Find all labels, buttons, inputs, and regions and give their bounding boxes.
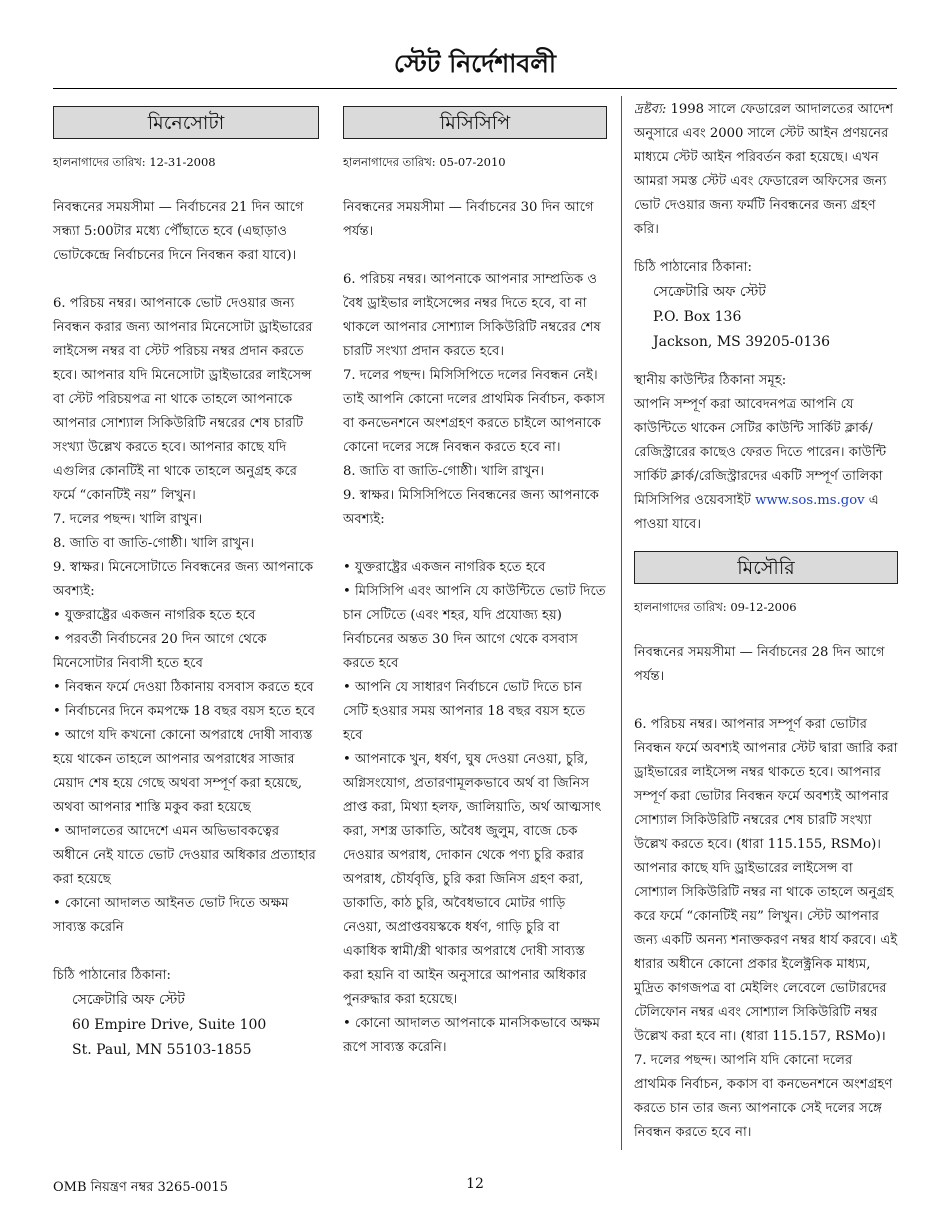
federal-court-note xyxy=(634,98,898,242)
title-rule xyxy=(53,88,897,89)
county-addresses-label: স্থানীয় কাউন্টির ঠিকানা সমূহ: xyxy=(634,373,787,388)
list-item: • আদালতের আদেশে এমন অভিভাবকত্বের অধীনে নেই যাতে ভোট দেওয়ার অধিকার প্রত্যাহার করা হয়েছে xyxy=(53,820,319,892)
state-header-missouri: মিসৌরি xyxy=(634,551,898,584)
id-number-instructions: 6. পরিচয় নম্বর। আপনার সম্পূর্ণ করা ভোটার নিবন্ধন ফর্মে অবশ্যই আপনার স্টেট দ্বারা জারি করা ড্রাইভারের লাইসেন্স নম্বর থাকতে হবে। আপনার সম্পূর্ণ করা ভোটার নিবন্ধন ফর্মে অবশ্যই আপনার সোশ্যাল সিকিউরিটি নম্বরের শেষ চারটি সংখ্যা উল্লেখ করতে হবে। (ধারা 115.155, RSMo)। আপনার কাছে যদি ড্রাইভারের লাইসেন্স বা সোশ্যাল সিকিউরিটি নম্বর না থাকে তাহলে অনুগ্রহ করে ফর্মে “কোনটিই নয়” লিখুন। স্টেট আপনার জন্য একটি অনন্য শনাক্তকরণ নম্বর ধার্য করবে। এই ধারার অধীনে কোনো প্রকার ইলেক্ট্রনিক মাধ্যম, মুদ্রিত কাগজপত্র বা মেইলিং লেবেলে ভোটারদের টেলিফোন নম্বর এবং সোশ্যাল সিকিউরিটি নম্বর উল্লেখ করা হবে না। (ধারা 115.157, RSMo)। xyxy=(634,717,898,1044)
updated-date: হালনাগাদের তারিখ: 05-07-2010 xyxy=(343,155,506,169)
omb-control-number: OMB নিয়ন্ত্রণ নম্বর 3265-0015 xyxy=(53,1180,229,1195)
column-divider xyxy=(621,96,622,1150)
party-choice: 7. দলের পছন্দ। মিসিসিপিতে দলের নিবন্ধন নেই। তাই আপনি কোনো দলের প্রাথমিক নির্বাচন, ককাস বা কনভেনশনে অংশগ্রহণ করতে চাইলে আপনাকে কোনো দলের সঙ্গে নিবন্ধন করতে হবে না। xyxy=(343,368,605,455)
list-item: • আপনাকে খুন, ধর্ষণ, ঘুষ দেওয়া নেওয়া, চুরি, অগ্নিসংযোগ, প্রতারণামূলকভাবে অর্থ বা জিনিস প্রাপ্ত করা, মিথ্যা হলফ, জালিয়াতি, অর্থ আত্মসাৎ করা, সশস্ত্র ডাকাতি, অবৈধ জুলুম, বাজে চেক দেওয়ার অপরাধ, দোকান থেকে পণ্য চুরি করার অপরাধ, চৌর্যবৃত্তি, চুরি করা জিনিস গ্রহণ করা, ডাকাতি, কাঠ চুরি, অবৈধভাবে মোটর গাড়ি নেওয়া, অপ্রাপ্তবয়স্ককে ধর্ষণ, গাড়ি চুরি বা একাধিক স্বামী/স্ত্রী থাকার অপরাধে দোষী সাব্যস্ত করা হয়নি বা আইন অনুসারে আপনার অধিকার পুনরুদ্ধার করা হয়েছে। xyxy=(343,748,607,1012)
mailing-address-label: চিঠি পাঠানোর ঠিকানা: xyxy=(53,968,172,983)
party-choice: 7. দলের পছন্দ। আপনি যদি কোনো দলের প্রাথমিক নির্বাচন, ককাস বা কনভেনশনে অংশগ্রহণ করতে চান তার জন্য আপনাকে সেই দলের সঙ্গে নিবন্ধন করতে হবে না। xyxy=(634,1053,893,1140)
county-addresses-text xyxy=(634,393,898,537)
address-line: সেক্রেটারি অফ স্টেট xyxy=(653,284,766,300)
race-ethnicity: 8. জাতি বা জাতি-গোষ্ঠী। খালি রাখুন। xyxy=(343,464,545,479)
list-item: • কোনো আদালত আইনত ভোট দিতে অক্ষম সাব্যস্ত করেনি xyxy=(53,892,319,940)
updated-date: হালনাগাদের তারিখ: 09-12-2006 xyxy=(634,600,797,614)
page-number: 12 xyxy=(466,1176,484,1192)
registration-deadline: নিবন্ধনের সময়সীমা — নির্বাচনের 30 দিন আগে পর্যন্ত। xyxy=(343,200,594,239)
page-title: স্টেট নির্দেশাবলী xyxy=(393,49,557,78)
note-text: 1998 সালে ফেডারেল আদালতের আদেশ অনুসারে এবং 2000 সালে স্টেট আইন প্রণয়নের মাধ্যমে স্টেট আইন পরিবর্তন করা হয়েছে। এখন আমরা সমস্ত স্টেট এবং ফেডারেল অফিসের জন্য ভোট দেওয়ার জন্য ফর্মটি নিবন্ধনের জন্য গ্রহণ করি। xyxy=(634,102,894,237)
party-choice: 7. দলের পছন্দ। খালি রাখুন। xyxy=(53,512,203,527)
list-item: • যুক্তরাষ্ট্রের একজন নাগরিক হতে হবে xyxy=(343,556,607,580)
list-item: • নিবন্ধন ফর্মে দেওয়া ঠিকানায় বসবাস করতে হবে xyxy=(53,676,319,700)
list-item: • কোনো আদালত আপনাকে মানসিকভাবে অক্ষম রূপে সাব্যস্ত করেনি। xyxy=(343,1012,607,1060)
list-item: • নির্বাচনের দিনে কমপক্ষে 18 বছর বয়স হতে হবে xyxy=(53,700,319,724)
state-header-minnesota: মিনেসোটা xyxy=(53,106,319,139)
eligibility-list xyxy=(343,556,607,1060)
note-label: দ্রষ্টব্য: xyxy=(634,102,667,117)
address-line: 60 Empire Drive, Suite 100 xyxy=(72,1017,267,1033)
updated-date: হালনাগাদের তারিখ: 12-31-2008 xyxy=(53,155,216,169)
column-mississippi xyxy=(343,98,607,1060)
state-header-mississippi: মিসিসিপি xyxy=(343,106,607,139)
sos-website-link[interactable]: www.sos.ms.gov xyxy=(755,493,865,508)
eligibility-list xyxy=(53,604,319,940)
list-item: • আগে যদি কখনো কোনো অপরাধে দোষী সাব্যস্ত হয়ে থাকেন তাহলে আপনার অপরাধের সাজার মেয়াদ শেষ হয়ে গেছে অথবা সম্পূর্ণ করা হয়েছে, অথবা আপনার শাস্তি মকুব করা হয়েছে xyxy=(53,724,319,820)
list-item: • মিসিসিপি এবং আপনি যে কাউন্টিতে ভোট দিতে চান সেটিতে (এবং শহর, যদি প্রযোজ্য হয়) নির্বাচনের অন্তত 30 দিন আগে থেকে বসবাস করতে হবে xyxy=(343,580,607,676)
address-line: P.O. Box 136 xyxy=(653,309,742,325)
address-line: সেক্রেটারি অফ স্টেট xyxy=(72,992,185,1008)
list-item: • আপনি যে সাধারণ নির্বাচনে ভোট দিতে চান সেটি হওয়ার সময় আপনার 18 বছর বয়স হতে হবে xyxy=(343,676,607,748)
registration-deadline: নিবন্ধনের সময়সীমা — নির্বাচনের 28 দিন আগে পর্যন্ত। xyxy=(634,645,885,684)
race-ethnicity: 8. জাতি বা জাতি-গোষ্ঠী। খালি রাখুন। xyxy=(53,536,255,551)
column-minnesota xyxy=(53,98,319,1063)
id-number-instructions: 6. পরিচয় নম্বর। আপনাকে আপনার সাম্প্রতিক ও বৈধ ড্রাইভার লাইসেন্সের নম্বর দিতে হবে, বা না থাকলে আপনার সোশ্যাল সিকিউরিটি নম্বরের শেষ চারটি সংখ্যা প্রদান করতে হবে। xyxy=(343,272,601,359)
column-missouri xyxy=(634,98,898,1145)
address-line: Jackson, MS 39205-0136 xyxy=(653,334,831,350)
signature-requirements: 9. স্বাক্ষর। মিসিসিপিতে নিবন্ধনের জন্য আপনাকে অবশ্যই: xyxy=(343,488,599,527)
list-item: • যুক্তরাষ্ট্রের একজন নাগরিক হতে হবে xyxy=(53,604,319,628)
registration-deadline: নিবন্ধনের সময়সীমা — নির্বাচনের 21 দিন আগে সন্ধ্যা 5:00টার মধ্যে পৌঁছাতে হবে (এছাড়াও ভোটকেন্দ্রে নির্বাচনের দিনে নিবন্ধন করা যাবে)। xyxy=(53,200,304,263)
signature-requirements: 9. স্বাক্ষর। মিনেসোটাতে নিবন্ধনের জন্য আপনাকে অবশ্যই: xyxy=(53,560,314,599)
address-line: St. Paul, MN 55103-1855 xyxy=(72,1042,252,1058)
county-text: আপনি সম্পূর্ণ করা আবেদনপত্র আপনি যে কাউন্টিতে থাকেন সেটির কাউন্টি সার্কিট ক্লার্ক/রেজিস্ট্রারের কাছেও ফেরত দিতে পারেন। কাউন্টি সার্কিট ক্লার্ক/রেজিস্ট্রারদের একটি সম্পূর্ণ তালিকা মিসিসিপির ওয়েবসাইট xyxy=(634,397,887,508)
list-item: • পরবর্তী নির্বাচনের 20 দিন আগে থেকে মিনেসোটার নিবাসী হতে হবে xyxy=(53,628,319,676)
county-text-end: এ পাওয়া যাবে। xyxy=(634,493,879,532)
mailing-address-label: চিঠি পাঠানোর ঠিকানা: xyxy=(634,260,753,275)
id-number-instructions: 6. পরিচয় নম্বর। আপনাকে ভোট দেওয়ার জন্য নিবন্ধন করার জন্য আপনার মিনেসোটা ড্রাইভারের লাইসেন্স নম্বর বা স্টেট পরিচয় নম্বর প্রদান করতে হবে। আপনার যদি মিনেসোটা ড্রাইভারের লাইসেন্স বা স্টেট পরিচয়পত্র না থাকে তাহলে আপনাকে আপনার সোশ্যাল সিকিউরিটি নম্বরের শেষ চারটি সংখ্যা উল্লেখ করতে হবে। আপনার কাছে যদি এগুলির কোনটিই না থাকে তাহলে অনুগ্রহ করে ফর্মে “কোনটিই নয়” লিখুন। xyxy=(53,296,313,503)
